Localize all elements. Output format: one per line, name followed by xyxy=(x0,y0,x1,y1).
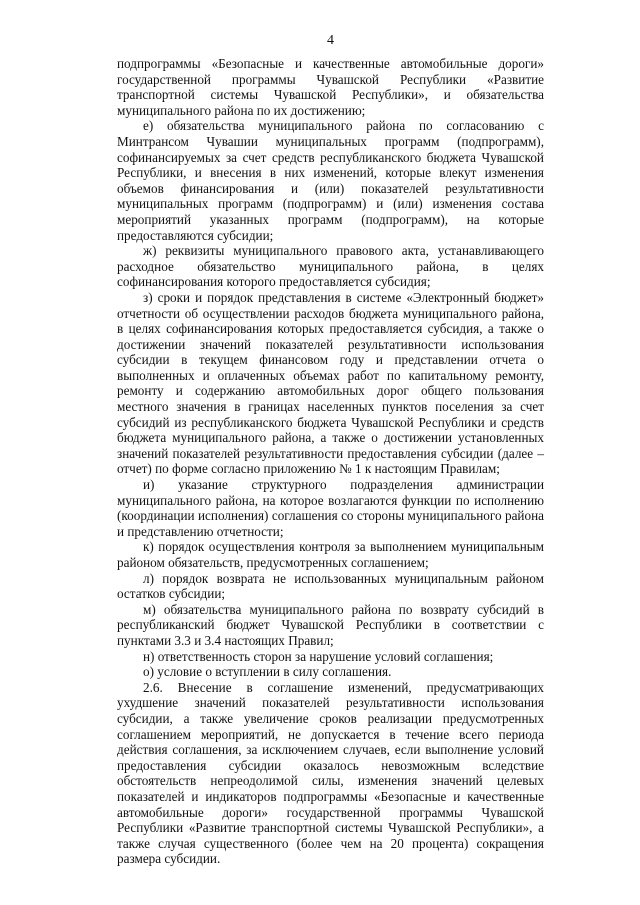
paragraph-section-2-6: 2.6. Внесение в соглашение изменений, предусматривающих ухудшение значений показателей результативности использования субсидии, а также увеличение сроков реализации предусмотренных соглашением мероприятий, не допускается в течение всего периода действия соглашения, за исключением случаев, если выполнение условий предоставления субсидии оказалось невозможным вследствие обстоятельств непреодолимой силы, изменения значений целевых показателей и индикаторов подпрограммы «Безопасные и качественные автомобильные дороги» государственной программы Чувашской Республики «Развитие транспортной системы Чувашской Республики», а также случая существенного (более чем на 20 процента) сокращения размера субсидии. xyxy=(117,679,544,867)
paragraph-item-m: м) обязательства муниципального района по возврату субсидий в республиканский бюджет Чувашской Республики в соответствии с пунктами 3.3 и 3.4 настоящих Правил; xyxy=(117,601,544,648)
paragraph-item-n: н) ответственность сторон за нарушение условий соглашения; xyxy=(143,648,494,664)
paragraph-item-k: к) порядок осуществления контроля за выполнением муниципальным районом обязательств, предусмотренных соглашением; xyxy=(117,539,544,570)
paragraph-item-z: з) сроки и порядок представления в системе «Электронный бюджет» отчетности об осуществлении расходов бюджета муниципального района, в целях софинансирования которых предоставляется субсидия, а также о достижении значений показателей результативности использования субсидии в текущем финансовом году и представлении отчета о выполненных и оплаченных объемах работ по капитальному ремонту, ремонту и содержанию автомобильных дорог общего пользования местного значения в границах населенных пунктов поселения за счет субсидий из республиканского бюджета Чувашской Республики и средств бюджета муниципального района, а также о достижении установленных значений показателей результативности предоставления субсидии (далее – отчет) по форме согласно приложению № 1 к настоящим Правилам; xyxy=(117,289,544,477)
paragraph-item-i: и) указание структурного подразделения администрации муниципального района, на которое возлагаются функции по исполнению (координации исполнения) соглашения со стороны муниципального района и представлению отчетности; xyxy=(117,477,544,539)
paragraph-item-zh: ж) реквизиты муниципального правового акта, устанавливающего расходное обязательство муниципального района, в целях софинансирования которого предоставляется субсидия; xyxy=(117,243,544,290)
paragraph-continuation: подпрограммы «Безопасные и качественные автомобильные дороги» государственной программы Чувашской Республики «Развитие транспортной системы Чувашской Республики», и обязательства муниципального района по их достижению; xyxy=(117,56,544,118)
paragraph-item-l: л) порядок возврата не использованных муниципальным районом остатков субсидии; xyxy=(117,570,544,602)
paragraph-item-o: о) условие о вступлении в силу соглашения. xyxy=(143,664,392,680)
page-number: 4 xyxy=(327,33,334,48)
paragraph-item-e: е) обязательства муниципального района по согласованию с Минтрансом Чувашии муниципальных программ (подпрограмм), софинансируемых за счет средств республиканского бюджета Чувашской Республики, и внесения в них изменений, которые влекут изменения объемов финансирования и (или) показателей результативности муниципальных программ (подпрограмм) и (или) изменения состава мероприятий указанных программ (подпрограмм), на которые предоставляются субсидии; xyxy=(117,118,544,243)
